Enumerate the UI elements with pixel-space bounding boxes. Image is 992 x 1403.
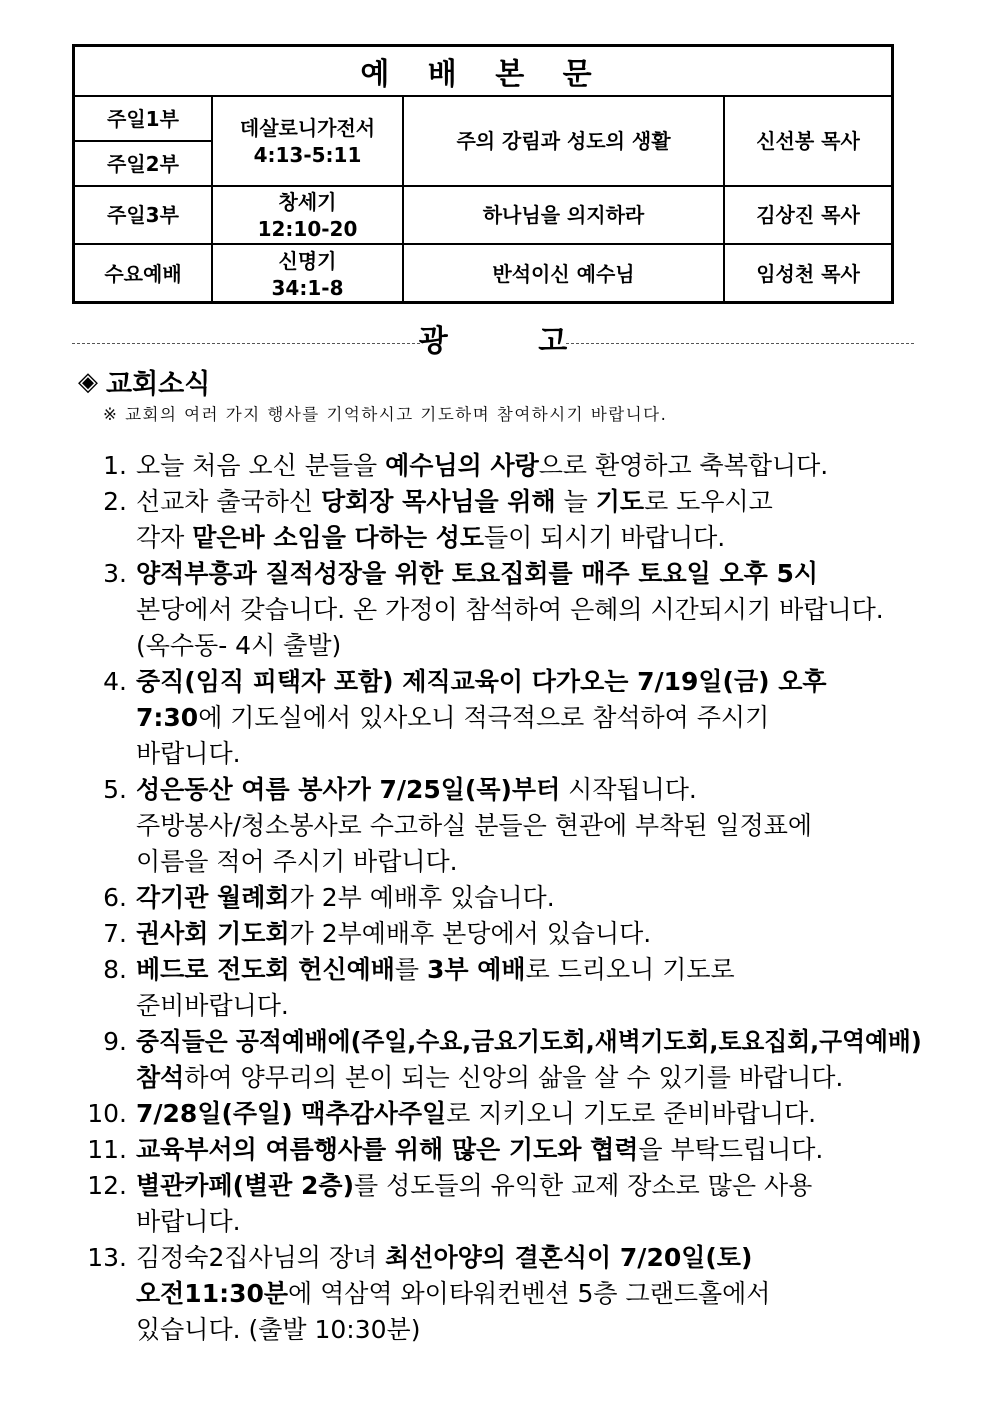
notice-line [0, 952, 992, 988]
notice-emphasis: 별관카페(별관 2층) [136, 1171, 355, 1200]
notice-text-segment: 바랍니다. [136, 739, 241, 768]
notice-line [0, 1312, 992, 1348]
notice-text-segment: 김정숙2집사님의 장녀 [136, 1243, 386, 1272]
notice-text [136, 1312, 420, 1348]
notice-text [136, 1204, 241, 1240]
notice-number: 12. [87, 1171, 127, 1200]
notice-line [0, 1060, 992, 1096]
notice-text-segment: 시작됩니다. [560, 775, 697, 804]
service-name: 주일3부 [107, 203, 179, 227]
notice-number: 3. [103, 559, 127, 588]
notice-line [0, 556, 992, 592]
notice-emphasis: 각기관 월례회 [136, 883, 290, 912]
notice-text [136, 916, 651, 952]
notice-line [0, 736, 992, 772]
section-note: ※ 교회의 여러 가지 행사를 기억하시고 기도하며 참여하시기 바랍니다. [103, 405, 668, 424]
notice-emphasis: 참석 [136, 1063, 185, 1092]
notice-text [136, 628, 341, 664]
notice-text [136, 880, 555, 916]
notice-text-segment: 바랍니다. [136, 1207, 241, 1236]
scripture-book: 창세기 [278, 189, 337, 214]
notice-line [0, 448, 992, 484]
notice-line [0, 1240, 992, 1276]
notice-line [0, 1168, 992, 1204]
notice-item [0, 1096, 992, 1132]
service-name: 주일2부 [107, 151, 179, 176]
notice-line [0, 520, 992, 556]
notice-list [0, 448, 992, 1348]
notice-text-segment: 들이 되시기 바랍니다. [484, 523, 726, 552]
notice-number: 11. [87, 1135, 127, 1164]
notice-item [0, 1132, 992, 1168]
notice-text [136, 988, 289, 1024]
scripture-book: 데살로니가전서 [239, 115, 376, 140]
notice-item [0, 484, 992, 556]
notice-text-segment: 준비바랍니다. [136, 991, 289, 1020]
notice-emphasis: 성은동산 여름 봉사가 7/25일(목)부터 [136, 775, 561, 804]
notice-item [0, 1024, 992, 1096]
notice-text [136, 700, 769, 736]
scripture-cell [213, 97, 402, 186]
notice-text-segment: 하여 양무리의 본이 되는 신앙의 삶을 살 수 있기를 바랍니다. [184, 1063, 844, 1092]
notice-text [136, 664, 827, 700]
notice-emphasis: 교육부서의 여름행사를 위해 많은 기도와 협력 [136, 1135, 639, 1164]
notice-text-segment: 로 지키오니 기도로 준비바랍니다. [446, 1099, 817, 1128]
notice-text-segment: 가 2부예배후 본당에서 있습니다. [289, 919, 652, 948]
notice-text [136, 1096, 816, 1132]
scripture-cell [213, 187, 402, 244]
notice-emphasis: 당회장 목사님을 위해 [320, 487, 556, 516]
notice-emphasis: 최선아양의 결혼식이 7/20일(토) [385, 1243, 753, 1272]
notice-line [0, 880, 992, 916]
notice-number: 7. [103, 919, 127, 948]
sermon-title: 반석이신 예수님 [492, 262, 635, 286]
notice-text [136, 1060, 843, 1096]
notice-number: 8. [103, 955, 127, 984]
notice-text-segment: 오늘 처음 오신 분들을 [136, 451, 386, 480]
notice-text [136, 1024, 922, 1060]
notice-item [0, 556, 992, 664]
notice-text [136, 772, 697, 808]
notice-text-segment: 이름을 적어 주시기 바랍니다. [136, 847, 458, 876]
notice-text [136, 1276, 770, 1312]
preacher-name: 김상진 목사 [756, 203, 860, 227]
notice-text-segment: 선교차 출국하신 [136, 487, 321, 516]
notice-text-segment: (옥수동- 4시 출발) [136, 631, 342, 660]
notice-number: 1. [103, 451, 127, 480]
notice-text-segment: 있습니다. (출발 10:30분) [136, 1315, 421, 1344]
notice-emphasis: 7:30 [136, 703, 199, 732]
notice-line [0, 772, 992, 808]
notice-text [136, 592, 884, 628]
scripture-book: 신명기 [278, 248, 337, 273]
notice-line [0, 628, 992, 664]
notice-emphasis: 3부 예배 [427, 955, 526, 984]
sermon-title: 주의 강림과 성도의 생활 [456, 129, 671, 153]
notice-line [0, 1024, 992, 1060]
notice-text [136, 808, 812, 844]
notice-text-segment: 로 드리오니 기도로 [525, 955, 735, 984]
notice-text [136, 844, 458, 880]
notice-emphasis: 맡은바 소임을 다하는 성도 [192, 523, 485, 552]
notice-line [0, 664, 992, 700]
notice-text-segment: 늘 [555, 487, 596, 516]
notice-text-segment: 에 기도실에서 있사오니 적극적으로 참석하여 주시기 [198, 703, 770, 732]
notice-line [0, 916, 992, 952]
notice-line [0, 700, 992, 736]
scripture-cell [213, 245, 402, 304]
worship-table [72, 44, 894, 304]
sermon-title: 하나님을 의지하라 [482, 203, 645, 227]
notice-emphasis: 기도 [595, 487, 645, 516]
notice-item [0, 916, 992, 952]
notice-item [0, 880, 992, 916]
scripture-ref: 34:1-8 [271, 275, 344, 300]
notice-text-segment: 가 2부 예배후 있습니다. [289, 883, 555, 912]
notice-text-segment: 본당에서 갖습니다. 온 가정이 참석하여 은혜의 시간되시기 바랍니다. [136, 595, 884, 624]
notice-text [136, 736, 241, 772]
notice-line [0, 988, 992, 1024]
notice-number: 6. [103, 883, 127, 912]
announcements-title: 광 고 [418, 324, 608, 359]
notice-number: 9. [103, 1027, 127, 1056]
notice-item [0, 1168, 992, 1240]
notice-text-segment: 각자 [136, 523, 193, 552]
notice-text-segment: 를 성도들의 유익한 교제 장소로 많은 사용 [354, 1171, 813, 1200]
notice-text-segment: 로 도우시고 [644, 487, 773, 516]
notice-number: 10. [87, 1099, 127, 1128]
notice-line [0, 1276, 992, 1312]
scripture-ref: 12:10-20 [257, 216, 358, 241]
service-name: 주일1부 [107, 106, 179, 131]
notice-number: 2. [103, 487, 127, 516]
notice-line [0, 844, 992, 880]
notice-line [0, 1204, 992, 1240]
service-name: 수요예배 [104, 262, 182, 286]
notice-line [0, 1096, 992, 1132]
notice-number: 5. [103, 775, 127, 804]
notice-text [136, 1132, 823, 1168]
notice-emphasis: 중직(임직 피택자 포함) 제직교육이 다가오는 7/19일(금) 오후 [136, 667, 827, 696]
notice-text [136, 556, 818, 592]
notice-text [136, 1168, 812, 1204]
diamond-bullet-icon: ◈ [78, 366, 98, 397]
notice-text-segment: 으로 환영하고 축복합니다. [538, 451, 829, 480]
notice-line [0, 592, 992, 628]
notice-text [136, 484, 773, 520]
notice-item [0, 664, 992, 772]
section-heading [78, 362, 210, 401]
worship-table-title: 예 배 본 문 [75, 47, 891, 97]
notice-emphasis: 7/28일(주일) 맥추감사주일 [136, 1099, 447, 1128]
announcements-header [72, 316, 914, 359]
notice-line [0, 484, 992, 520]
notice-line [0, 808, 992, 844]
notice-text-segment: 를 [394, 955, 428, 984]
notice-text [136, 448, 828, 484]
scripture-ref: 4:13-5:11 [253, 142, 362, 167]
notice-text-segment: 주방봉사/청소봉사로 수고하실 분들은 현관에 부착된 일정표에 [136, 811, 813, 840]
notice-emphasis: 양적부흥과 질적성장을 위한 토요집회를 매주 토요일 오후 5시 [136, 559, 819, 588]
notice-emphasis: 권사회 기도회 [136, 919, 290, 948]
section-title: 교회소식 [106, 369, 211, 400]
notice-emphasis: 오전11:30분 [136, 1279, 289, 1308]
notice-text-segment: 에 역삼역 와이타워컨벤션 5층 그랜드홀에서 [288, 1279, 771, 1308]
notice-text [136, 520, 725, 556]
notice-item [0, 772, 992, 880]
notice-emphasis: 예수님의 사랑 [385, 451, 539, 480]
notice-emphasis: 중직들은 공적예배에(주일,수요,금요기도회,새벽기도회,토요집회,구역예배) [136, 1027, 922, 1056]
notice-line [0, 1132, 992, 1168]
notice-text [136, 952, 735, 988]
notice-text-segment: 을 부탁드립니다. [638, 1135, 824, 1164]
notice-item [0, 448, 992, 484]
notice-item [0, 1240, 992, 1348]
notice-item [0, 952, 992, 1024]
notice-emphasis: 베드로 전도회 헌신예배 [136, 955, 395, 984]
dashed-divider [566, 343, 914, 344]
notice-text [136, 1240, 752, 1276]
notice-number: 4. [103, 667, 127, 696]
preacher-name: 신선봉 목사 [756, 129, 860, 153]
preacher-name: 임성천 목사 [756, 262, 860, 286]
notice-number: 13. [87, 1243, 127, 1272]
